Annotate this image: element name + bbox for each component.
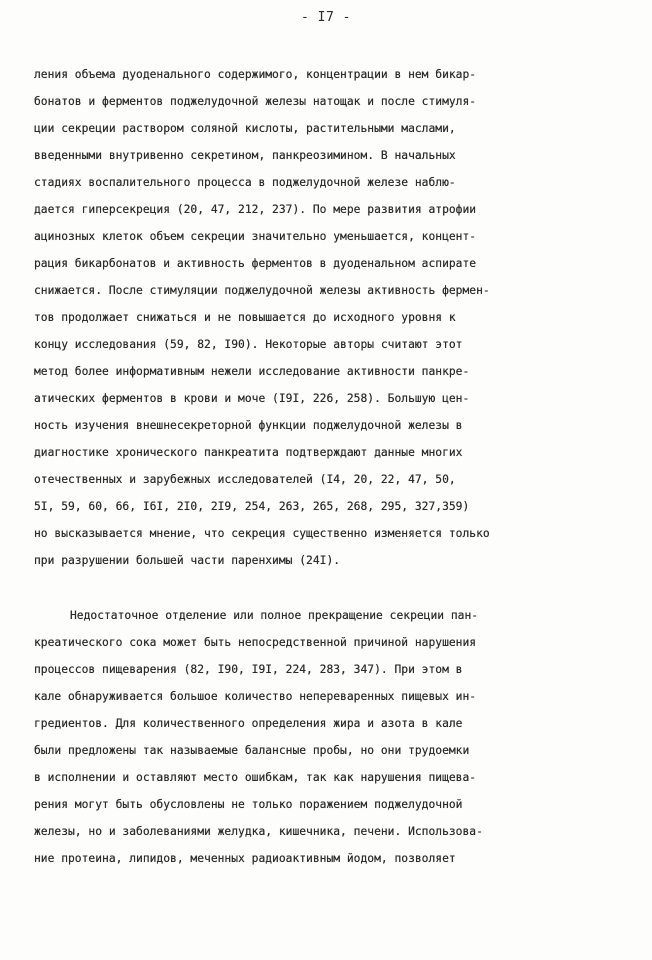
text-line: тов продолжает снижаться и не повышается до исходного уровня к bbox=[34, 311, 456, 324]
text-line: концу исследования (59, 82, I90). Некоторые авторы считают этот bbox=[34, 338, 463, 351]
text-line: снижается. После стимуляции поджелудочной железы активность фермен- bbox=[34, 284, 490, 297]
text-line: ления объема дуоденального содержимого, концентрации в нем бикар- bbox=[34, 68, 477, 81]
text-line: ции секреции раствором соляной кислоты, растительными маслами, bbox=[34, 122, 456, 135]
text-line: при разрушении большей части паренхимы (24I). bbox=[34, 554, 341, 567]
text-line: процессов пищеварения (82, I90, I9I, 224, 283, 347). При этом в bbox=[34, 663, 463, 676]
text-line: стадиях воспалительного процесса в поджелудочной железе наблю- bbox=[34, 176, 456, 189]
text-line: железы, но и заболеваниями желудка, кишечника, печени. Использова- bbox=[34, 825, 483, 838]
text-line: атических ферментов в крови и моче (I9I, 226, 258). Большую цен- bbox=[34, 392, 470, 405]
paragraph-2 bbox=[34, 602, 624, 872]
text-line: но высказывается мнение, что секреция существенно изменяется только bbox=[34, 527, 490, 540]
text-line: в исполнении и оставляют место ошибкам, так как нарушения пищева- bbox=[34, 771, 477, 784]
text-line: введенными внутривенно секретином, панкреозимином. В начальных bbox=[34, 149, 456, 162]
text-line: метод более информативным нежели исследование активности панкре- bbox=[34, 365, 470, 378]
text-line: диагностике хронического панкреатита подтверждают данные многих bbox=[34, 446, 463, 459]
text-line: кале обнаруживается большое количество непереваренных пищевых ин- bbox=[34, 690, 477, 703]
text-line: ацинозных клеток объем секреции значительно уменьшается, концент- bbox=[34, 230, 477, 243]
text-line: бонатов и ферментов поджелудочной железы натощак и после стимуля- bbox=[34, 95, 477, 108]
text-line: отечественных и зарубежных исследователей (I4, 20, 22, 47, 50, bbox=[34, 473, 456, 486]
text-line: рация бикарбонатов и активность ферментов в дуоденальном аспирате bbox=[34, 257, 477, 270]
text-line: дается гиперсекреция (20, 47, 212, 237). По мере развития атрофии bbox=[34, 203, 477, 216]
text-line: были предложены так называемые балансные пробы, но они трудоемки bbox=[34, 744, 470, 757]
paragraph-1 bbox=[34, 61, 624, 574]
text-line: рения могут быть обусловлены не только поражением поджелудочной bbox=[34, 798, 463, 811]
text-line: гредиентов. Для количественного определения жира и азота в кале bbox=[34, 717, 463, 730]
page-number: - I7 - bbox=[301, 10, 351, 25]
text-line: ние протеина, липидов, меченных радиоактивным йодом, позволяет bbox=[34, 852, 456, 865]
text-line: 5I, 59, 60, 66, I6I, 2I0, 2I9, 254, 263, 265, 268, 295, 327,359) bbox=[34, 500, 470, 513]
text-line: Недостаточное отделение или полное прекращение секреции пан- bbox=[70, 609, 479, 622]
text-line: креатического сока может быть непосредственной причиной нарушения bbox=[34, 636, 477, 649]
text-line: ность изучения внешнесекреторной функции поджелудочной железы в bbox=[34, 419, 463, 432]
